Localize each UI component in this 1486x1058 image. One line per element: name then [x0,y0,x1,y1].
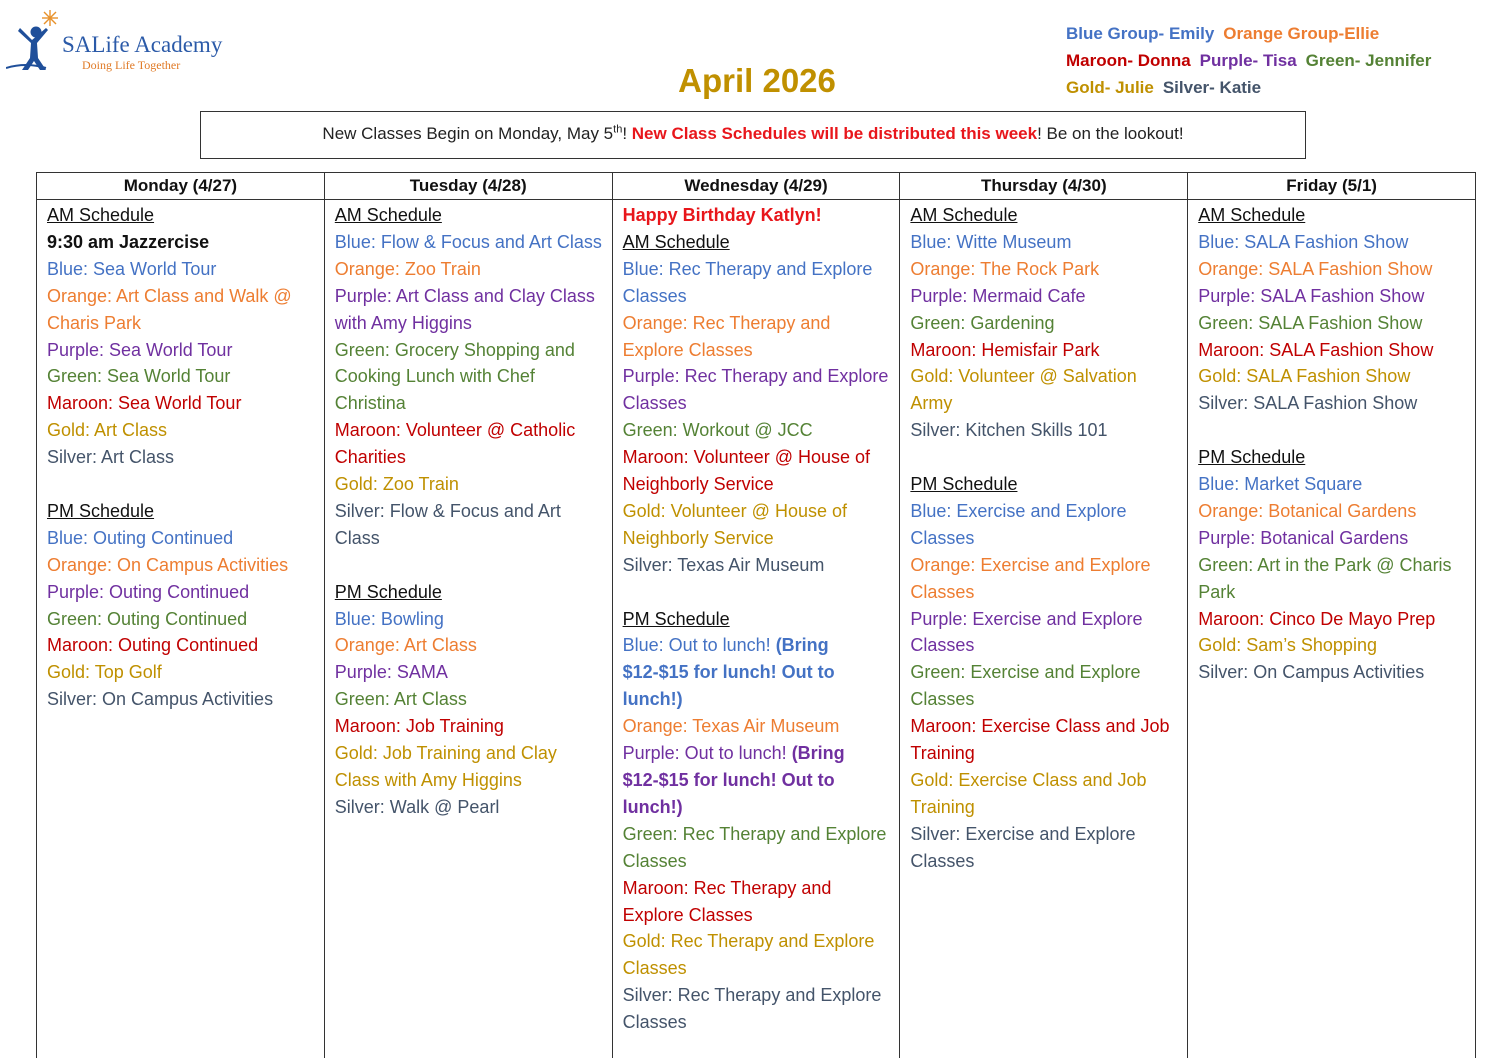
schedule-item-text: Maroon: Exercise Class and Job Training [910,716,1169,763]
schedule-item-text: Gold: Top Golf [47,662,162,682]
pm-schedule-heading: PM Schedule [335,579,606,606]
schedule-item [47,417,318,444]
schedule-item-text: Orange: Art Class and Walk @ Charis Park [47,286,292,333]
logo-tagline: Doing Life Together [82,58,180,73]
day-cell-tuesday [324,200,612,1058]
schedule-row [37,200,1476,1058]
schedule-item [623,928,894,982]
schedule-item-text: Gold: Art Class [47,420,167,440]
schedule-item-text: Silver: Art Class [47,447,174,467]
schedule-item [1198,229,1469,256]
schedule-item [623,444,894,498]
schedule-item [47,363,318,390]
notice-text-1: New Classes Begin on Monday, May 5 [322,124,613,143]
schedule-item-text: Silver: SALA Fashion Show [1198,393,1417,413]
schedule-item-text: Blue: Bowling [335,609,444,629]
schedule-item-text: Blue: Exercise and Explore Classes [910,501,1126,548]
schedule-item-text: Purple: Out to lunch! [623,743,792,763]
schedule-item-text: Purple: Mermaid Cafe [910,286,1085,306]
schedule-item-text: Orange: The Rock Park [910,259,1099,279]
group-leader-label: Orange Group-Ellie [1223,24,1379,43]
schedule-item-text: Maroon: Volunteer @ House of Neighborly Service [623,447,870,494]
schedule-item-text: Orange: On Campus Activities [47,555,288,575]
notice-text-3: ! Be on the lookout! [1037,124,1184,143]
schedule-item [335,606,606,633]
schedule-item [335,740,606,794]
schedule-item-text: Blue: Flow & Focus and Art Class [335,232,602,252]
day-header-row [37,173,1476,200]
schedule-item-text: Green: Exercise and Explore Classes [910,662,1140,709]
schedule-item-text: Maroon: Sea World Tour [47,393,241,413]
schedule-item [910,659,1181,713]
schedule-item [335,471,606,498]
day-header-monday: Monday (4/27) [37,173,325,200]
schedule-item [47,659,318,686]
schedule-item-text: Maroon: Outing Continued [47,635,258,655]
schedule-item [910,283,1181,310]
schedule-item [910,310,1181,337]
schedule-item [623,821,894,875]
schedule-item-text: Purple: Outing Continued [47,582,249,602]
section-gap [623,579,894,606]
schedule-item-text: Blue: Out to lunch! [623,635,776,655]
day-cell-friday [1188,200,1476,1058]
schedule-item-text: Green: Sea World Tour [47,366,230,386]
section-gap [335,552,606,579]
schedule-item-text: Gold: Job Training and Clay Class with Amy Higgins [335,743,557,790]
schedule-item [623,498,894,552]
schedule-item [335,417,606,471]
section-gap [910,444,1181,471]
schedule-item [910,417,1181,444]
schedule-item [1198,632,1469,659]
section-gap [1198,417,1469,444]
schedule-item [1198,552,1469,606]
schedule-item [623,552,894,579]
schedule-item-text: Green: Gardening [910,313,1054,333]
schedule-item [1198,498,1469,525]
schedule-item [47,390,318,417]
schedule-item [47,337,318,364]
schedule-item [623,875,894,929]
schedule-item-note: (Bring $12-$15 for lunch! Out to lunch!) [623,635,835,709]
schedule-item-text: Green: Art Class [335,689,467,709]
schedule-item-text: Orange: Botanical Gardens [1198,501,1416,521]
group-leaders-legend [1066,20,1486,101]
schedule-item-text: Maroon: Hemisfair Park [910,340,1099,360]
schedule-item [1198,390,1469,417]
weekly-schedule-table [36,172,1476,1058]
schedule-item [335,256,606,283]
day-cell-thursday [900,200,1188,1058]
group-leader-label: Gold- Julie [1066,78,1154,97]
notice-text-2: ! [622,124,631,143]
schedule-item [335,659,606,686]
pm-schedule-heading: PM Schedule [910,471,1181,498]
schedule-item [335,498,606,552]
schedule-item [335,713,606,740]
schedule-item-text: Gold: Exercise Class and Job Training [910,770,1146,817]
schedule-item-text: Orange: Exercise and Explore Classes [910,555,1150,602]
schedule-item-note: (Bring $12-$15 for lunch! Out to lunch!) [623,743,845,817]
schedule-item-text: Orange: Zoo Train [335,259,481,279]
schedule-item-text: Purple: Sea World Tour [47,340,232,360]
group-legend-row [1066,74,1486,101]
day-header-tuesday: Tuesday (4/28) [324,173,612,200]
schedule-item [623,632,894,713]
schedule-item-text: Silver: On Campus Activities [1198,662,1424,682]
group-legend-row [1066,20,1486,47]
notice-banner [200,111,1306,159]
pm-schedule-heading: PM Schedule [47,498,318,525]
schedule-item-text: Purple: Exercise and Explore Classes [910,609,1142,656]
schedule-item [1198,471,1469,498]
schedule-item [623,363,894,417]
schedule-item-text: Silver: Texas Air Museum [623,555,825,575]
schedule-item-text: Purple: Art Class and Clay Class with Amy Higgins [335,286,595,333]
schedule-item-text: Silver: Exercise and Explore Classes [910,824,1135,871]
schedule-item-text: Gold: Zoo Train [335,474,459,494]
schedule-item-text: Purple: Rec Therapy and Explore Classes [623,366,889,413]
schedule-item [623,256,894,310]
schedule-item-text: Maroon: Cinco De Mayo Prep [1198,609,1435,629]
schedule-item-text: Maroon: Rec Therapy and Explore Classes [623,878,832,925]
schedule-item [47,283,318,337]
schedule-item [47,686,318,713]
schedule-item [623,982,894,1036]
schedule-item [910,606,1181,660]
am-schedule-heading: AM Schedule [1198,202,1469,229]
schedule-item-text: Gold: Volunteer @ Salvation Army [910,366,1136,413]
schedule-item [47,632,318,659]
schedule-item-text: Green: Outing Continued [47,609,247,629]
schedule-item [47,256,318,283]
schedule-item-text: Silver: Flow & Focus and Art Class [335,501,561,548]
special-event: 9:30 am Jazzercise [47,229,318,256]
day-header-friday: Friday (5/1) [1188,173,1476,200]
schedule-item-text: Green: Rec Therapy and Explore Classes [623,824,887,871]
schedule-item-text: Silver: On Campus Activities [47,689,273,709]
schedule-item [910,256,1181,283]
page-title: April 2026 [600,62,914,100]
schedule-item [910,767,1181,821]
schedule-item [910,713,1181,767]
group-legend-row [1066,47,1486,74]
schedule-item [1198,337,1469,364]
schedule-item [47,579,318,606]
section-gap [47,471,318,498]
schedule-item-text: Orange: Art Class [335,635,477,655]
schedule-item [623,740,894,821]
logo-name: SALife Academy [62,32,222,58]
schedule-item-text: Gold: Volunteer @ House of Neighborly Service [623,501,847,548]
schedule-item [910,821,1181,875]
schedule-item-text: Purple: Botanical Gardens [1198,528,1408,548]
schedule-item [623,713,894,740]
group-leader-label: Maroon- Donna [1066,51,1191,70]
schedule-item-text: Green: Art in the Park @ Charis Park [1198,555,1451,602]
schedule-item-text: Purple: SALA Fashion Show [1198,286,1424,306]
schedule-item [335,337,606,418]
schedule-item [335,686,606,713]
schedule-item [47,606,318,633]
schedule-item-text: Blue: Sea World Tour [47,259,216,279]
notice-highlight: New Class Schedules will be distributed this week [632,124,1037,143]
schedule-item [1198,659,1469,686]
schedule-item-text: Maroon: Job Training [335,716,504,736]
schedule-item [1198,606,1469,633]
schedule-item-text: Gold: SALA Fashion Show [1198,366,1410,386]
am-schedule-heading: AM Schedule [335,202,606,229]
pm-schedule-heading: PM Schedule [1198,444,1469,471]
schedule-item [910,552,1181,606]
salife-figure-icon [6,8,62,72]
am-schedule-heading: AM Schedule [47,202,318,229]
schedule-item-text: Purple: SAMA [335,662,448,682]
schedule-item [1198,256,1469,283]
schedule-item [910,229,1181,256]
schedule-item [335,794,606,821]
schedule-item [335,283,606,337]
schedule-item [1198,525,1469,552]
schedule-item-text: Gold: Sam’s Shopping [1198,635,1377,655]
schedule-item [910,498,1181,552]
schedule-item-text: Blue: Rec Therapy and Explore Classes [623,259,873,306]
schedule-item-text: Blue: Witte Museum [910,232,1071,252]
group-leader-label: Purple- Tisa [1200,51,1297,70]
schedule-item-text: Green: Grocery Shopping and Cooking Lunch with Chef Christina [335,340,575,414]
schedule-item-text: Green: Workout @ JCC [623,420,813,440]
schedule-item-text: Silver: Kitchen Skills 101 [910,420,1107,440]
schedule-item [335,632,606,659]
schedule-item [335,229,606,256]
schedule-item-text: Orange: Texas Air Museum [623,716,840,736]
birthday-note: Happy Birthday Katlyn! [623,202,894,229]
day-header-thursday: Thursday (4/30) [900,173,1188,200]
schedule-item-text: Orange: SALA Fashion Show [1198,259,1432,279]
schedule-item [910,363,1181,417]
schedule-item-text: Orange: Rec Therapy and Explore Classes [623,313,831,360]
schedule-item-text: Silver: Walk @ Pearl [335,797,500,817]
schedule-item-text: Silver: Rec Therapy and Explore Classes [623,985,882,1032]
schedule-item [47,444,318,471]
schedule-item [47,552,318,579]
group-leader-label: Silver- Katie [1163,78,1261,97]
schedule-item-text: Maroon: SALA Fashion Show [1198,340,1433,360]
pm-schedule-heading: PM Schedule [623,606,894,633]
day-cell-monday [37,200,325,1058]
group-leader-label: Green- Jennifer [1306,51,1432,70]
am-schedule-heading: AM Schedule [910,202,1181,229]
schedule-item [1198,283,1469,310]
schedule-item [623,310,894,364]
schedule-item-text: Gold: Rec Therapy and Explore Classes [623,931,875,978]
schedule-item-text: Blue: SALA Fashion Show [1198,232,1408,252]
notice-sup: th [613,123,622,135]
logo [6,8,236,74]
am-schedule-heading: AM Schedule [623,229,894,256]
schedule-item-text: Maroon: Volunteer @ Catholic Charities [335,420,575,467]
schedule-item-text: Blue: Outing Continued [47,528,233,548]
schedule-item-text: Green: SALA Fashion Show [1198,313,1422,333]
schedule-item-text: Blue: Market Square [1198,474,1362,494]
schedule-item [910,337,1181,364]
group-leader-label: Blue Group- Emily [1066,24,1214,43]
schedule-item [47,525,318,552]
day-header-wednesday: Wednesday (4/29) [612,173,900,200]
day-cell-wednesday [612,200,900,1058]
schedule-item [1198,310,1469,337]
schedule-item [1198,363,1469,390]
schedule-item [623,417,894,444]
